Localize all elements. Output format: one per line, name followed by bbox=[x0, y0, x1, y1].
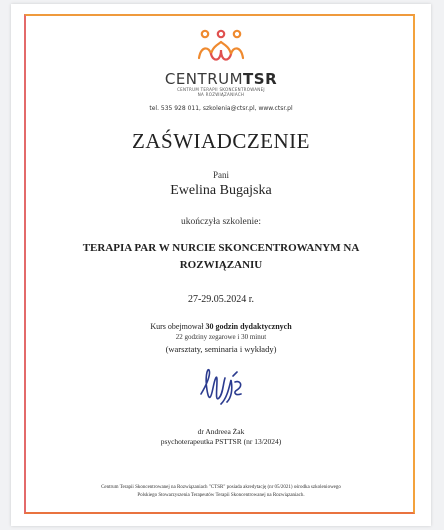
course-format: (warsztaty, seminaria i wykłady) bbox=[165, 344, 277, 354]
salutation: Pani bbox=[212, 170, 229, 180]
brand-subtitle: NA ROZWIĄZANIACH bbox=[197, 92, 245, 97]
accreditation-footer: Centrum Terapii Skoncentrowanej na Rozwiązaniach "CTSR" posiada akredytację (nr 05/2021) ośrodka szkoleniowego Polskiego Stowarzyszenia Terapeutów Terapii Skoncentrowanej na Rozwiązaniach. bbox=[101, 485, 341, 498]
recipient-name: Ewelina Bugajska bbox=[170, 183, 272, 198]
course-clock-hours: 22 godziny zegarowe i 30 minut bbox=[175, 333, 267, 341]
signatory-name: dr Andreea Żak bbox=[197, 427, 245, 436]
course-hours: Kurs obejmował 30 godzin dydaktycznych bbox=[150, 322, 292, 331]
course-title: TERAPIA PAR W NURCIE SKONCENTROWANYM NA ROZWIĄZANIU bbox=[82, 242, 360, 271]
people-logo-icon bbox=[197, 28, 245, 64]
certificate-title: ZAŚWIADCZENIE bbox=[132, 129, 310, 153]
certificate-page bbox=[11, 4, 431, 526]
completed-label: ukończyła szkolenie: bbox=[181, 217, 261, 227]
brand-name: CENTRUMTSR bbox=[164, 70, 278, 88]
contact-line: tel. 535 928 011, szkolenia@ctsr.pl, www.ctsr.pl bbox=[149, 105, 293, 112]
signatory-title: psychoterapeutka PSTTSR (nr 13/2024) bbox=[160, 437, 282, 446]
brand-subtitle: CENTRUM TERAPII SKONCENTROWANEJ bbox=[177, 87, 265, 92]
course-dates: 27-29.05.2024 r. bbox=[187, 294, 255, 305]
signature-icon bbox=[197, 364, 247, 408]
